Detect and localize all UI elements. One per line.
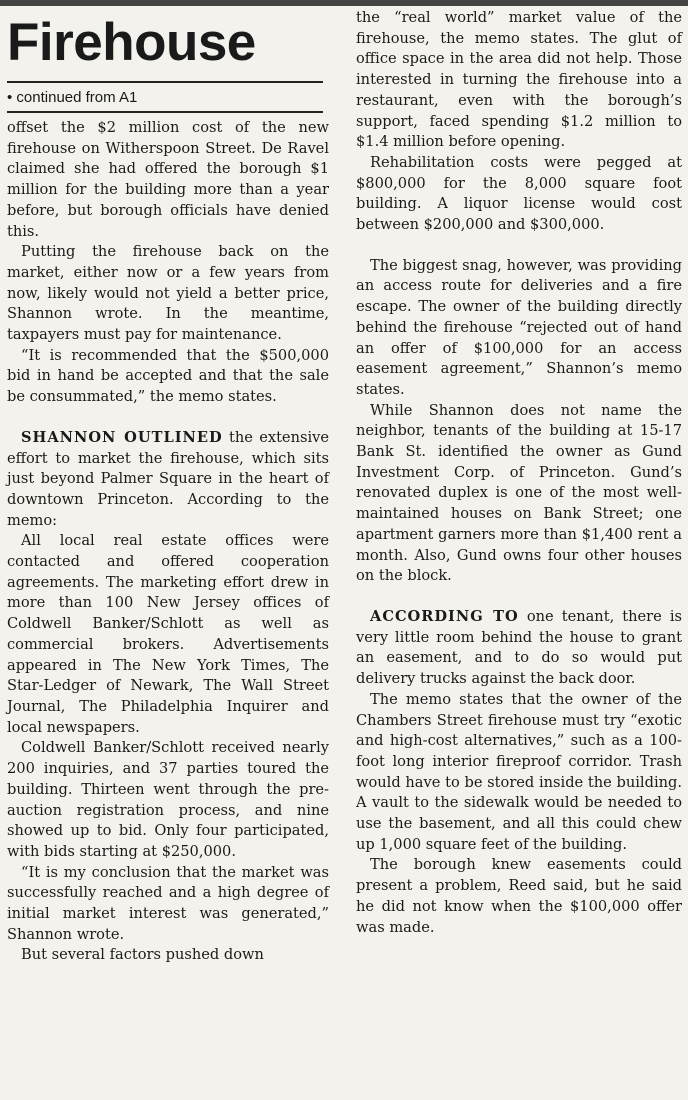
right-paragraph-1: the “real world” market value of the firehouse, the memo states. The glut of office space in the area did not help. Those interested in turning the firehouse into a restaurant, even with the borough’s support, faced spending $1.2 million to $1.4 million before opening. bbox=[356, 9, 682, 151]
left-paragraph-5: All local real estate offices were contacted and offered cooperation agreements. The marketing effort drew in more than 100 New Jersey offices of Coldwell Banker/Schlott as well as commercial brokers. Advertisements appeared in The New York Times, The Star-Ledger of Newark, The Wall Street Journal, The Philadelphia Inquirer and local newspapers. bbox=[7, 532, 329, 736]
right-column bbox=[356, 8, 682, 938]
right-paragraph-6: The memo states that the owner of the Chambers Street firehouse must try “exotic and high-cost alternatives,” such as a 100-foot long interior fireproof corridor. Trash would have to be stored inside the building. A vault to the sidewalk would be needed to use the basement, and all this could chew up 1,000 square feet of the building. bbox=[356, 690, 682, 853]
left-paragraph-7: “It is my conclusion that the market was successfully reached and a high degree of initial market interest was generated,” Shannon wrote. bbox=[7, 863, 329, 943]
subhead-shannon-outlined: SHANNON OUTLINED bbox=[21, 428, 223, 446]
left-column bbox=[7, 14, 329, 966]
right-paragraph-2: Rehabilitation costs were pegged at $800,000 for the 8,000 square foot building. A liquor license would cost between $200,000 and $300,000. bbox=[356, 153, 682, 234]
headline: Firehouse bbox=[7, 13, 256, 72]
left-paragraph-6: Coldwell Banker/Schlott received nearly 200 inquiries, and 37 parties toured the building. Thirteen went through the pre-auction registration process, and nine showed up to bid. Only four participated, with bids starting at $250,000. bbox=[7, 739, 329, 860]
right-paragraph-3: The biggest snag, however, was providing an access route for deliveries and a fire escape. The owner of the building directly behind the firehouse “rejected out of hand an offer of $100,000 for an access easement agreement,” Shannon’s memo states. bbox=[356, 256, 682, 398]
right-paragraph-5 bbox=[356, 607, 682, 690]
left-paragraph-4 bbox=[7, 428, 329, 532]
left-paragraph-8: But several factors pushed down bbox=[21, 946, 264, 964]
continued-rule bbox=[7, 111, 323, 113]
top-border-rule bbox=[0, 0, 688, 6]
right-paragraph-7: The borough knew easements could present a problem, Reed said, but he said he did not know when the $100,000 offer was made. bbox=[356, 856, 682, 936]
left-paragraph-1: offset the $2 million cost of the new firehouse on Witherspoon Street. De Ravel claimed she had offered the borough $1 million for the building more than a year before, but borough officials have denied this. bbox=[7, 119, 329, 240]
left-paragraph-3: “It is recommended that the $500,000 bid in hand be accepted and that the sale be consummated,” the memo states. bbox=[7, 346, 329, 406]
continued-line: • continued from A1 bbox=[7, 89, 138, 106]
right-paragraph-5-body: one tenant, there is very little room behind the house to grant an easement, and to do so would put delivery trucks against the back door. bbox=[356, 607, 682, 688]
subhead-according-to: ACCORDING TO bbox=[370, 607, 519, 625]
left-paragraph-2: Putting the firehouse back on the market, either now or a few years from now, likely would not yield a better price, Shannon wrote. In the meantime, taxpayers must pay for maintenance. bbox=[7, 243, 329, 344]
left-paragraph-4-body: the extensive effort to market the firehouse, which sits just beyond Palmer Square in the heart of downtown Princeton. According to the memo: bbox=[7, 428, 330, 529]
right-paragraph-4: While Shannon does not name the neighbor, tenants of the building at 15-17 Bank St. identified the owner as Gund Investment Corp. of Princeton. Gund’s renovated duplex is one of the most well-maintained houses on Bank Street; one apartment garners more than $1,400 rent a month. Also, Gund owns four other houses on the block. bbox=[356, 401, 682, 585]
